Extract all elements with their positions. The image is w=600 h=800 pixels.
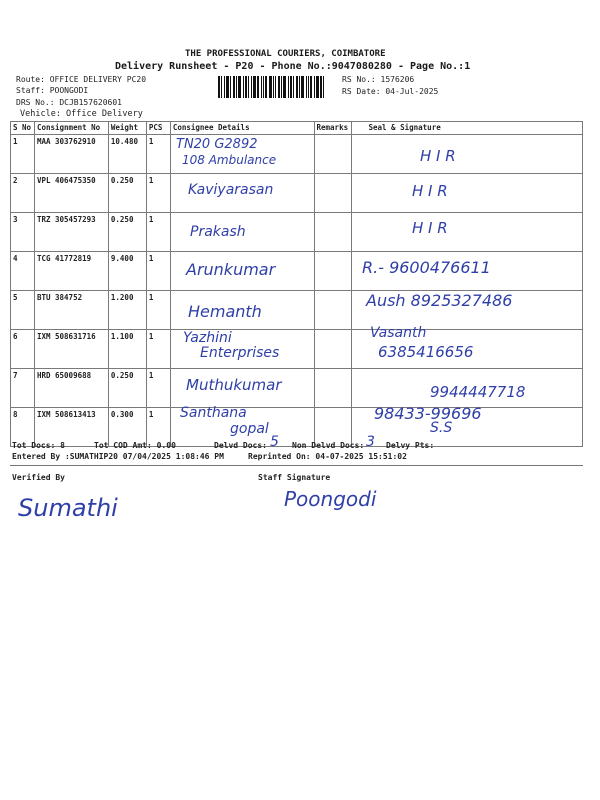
verified-by-label: Verified By (12, 473, 65, 482)
drs-label: DRS No.: DCJB157620601 (16, 98, 122, 107)
hand-consignee-7: Muthukumar (186, 376, 282, 394)
row-weight: 0.300 (108, 408, 146, 447)
col-weight: Weight (108, 122, 146, 135)
col-signature: Seal & Signature (352, 122, 583, 135)
hand-consignee-5: Hemanth (188, 302, 262, 321)
hand-consignee-6a: Yazhini (183, 330, 232, 346)
table-row (11, 252, 583, 291)
table-row (11, 330, 583, 369)
row-remarks (314, 330, 352, 369)
row-pcs: 1 (146, 330, 170, 369)
hand-sign-3: H I R (412, 219, 448, 237)
hand-sign-2: H I R (412, 182, 448, 200)
rs-date: RS Date: 04-Jul-2025 (342, 87, 439, 96)
row-pcs: 1 (146, 408, 170, 447)
row-sno: 3 (11, 213, 35, 252)
delivered-docs-label: Delvd Docs: (214, 441, 267, 450)
row-remarks (314, 369, 352, 408)
row-weight: 9.400 (108, 252, 146, 291)
staff-signature: Poongodi (284, 487, 377, 511)
row-sno: 6 (11, 330, 35, 369)
row-weight: 1.100 (108, 330, 146, 369)
vehicle-label: Vehicle: Office Delivery (20, 109, 143, 119)
hand-sign-7: 9944447718 (430, 383, 526, 401)
row-weight: 0.250 (108, 213, 146, 252)
row-consignment: VPL 406475350 (34, 174, 108, 213)
row-sno: 1 (11, 135, 35, 174)
row-weight: 1.200 (108, 291, 146, 330)
row-consignment: IXM 508613413 (34, 408, 108, 447)
non-delivered-docs-hand: 3 (366, 434, 375, 450)
row-pcs: 1 (146, 135, 170, 174)
row-sno: 8 (11, 408, 35, 447)
rs-number: RS No.: 1576206 (342, 75, 415, 84)
table-row (11, 135, 583, 174)
verified-signature: Sumathi (18, 494, 118, 522)
row-weight: 0.250 (108, 174, 146, 213)
row-consignment: MAA 303762910 (34, 135, 108, 174)
hand-sign-6a: Vasanth (370, 325, 427, 341)
hand-consignee-8b: gopal (230, 421, 269, 437)
non-delivered-docs-label: Non Delvd Docs: (292, 441, 365, 450)
row-consignment: BTU 384752 (34, 291, 108, 330)
footer-divider (10, 465, 583, 466)
route-label: Route: OFFICE DELIVERY PC20 (16, 75, 147, 84)
row-remarks (314, 213, 352, 252)
row-sno: 7 (11, 369, 35, 408)
col-pcs: PCS (146, 122, 170, 135)
staff-signature-label: Staff Signature (258, 473, 331, 482)
col-consignment: Consignment No (34, 122, 108, 135)
hand-consignee-6b: Enterprises (200, 345, 280, 361)
row-consignment: IXM 508631716 (34, 330, 108, 369)
staff-label: Staff: POONGODI (16, 86, 89, 95)
row-sno: 5 (11, 291, 35, 330)
hand-sign-1: H I R (420, 147, 456, 165)
row-pcs: 1 (146, 213, 170, 252)
barcode-image (218, 76, 336, 98)
hand-sign-5: Aush 8925327486 (366, 291, 513, 310)
row-sno: 4 (11, 252, 35, 291)
row-signature (352, 135, 583, 174)
company-title: THE PROFESSIONAL COURIERS, COIMBATORE (185, 49, 386, 59)
row-remarks (314, 291, 352, 330)
row-remarks (314, 135, 352, 174)
row-consignment: TRZ 305457293 (34, 213, 108, 252)
total-docs: Tot Docs: 8 (12, 441, 65, 450)
entered-by: Entered By :SUMATHIP20 07/04/2025 1:08:46 PM (12, 452, 224, 461)
hand-consignee-2: Kaviyarasan (188, 182, 274, 198)
row-remarks (314, 174, 352, 213)
table-row (11, 174, 583, 213)
hand-sign-8a: 98433-99696 (374, 404, 482, 423)
delivery-points-label: Delvy Pts: (386, 441, 435, 450)
total-cod-amount: Tot COD Amt: 0.00 (94, 441, 176, 450)
row-signature (352, 174, 583, 213)
hand-consignee-1b: 108 Ambulance (182, 153, 277, 167)
reprinted-on: Reprinted On: 04-07-2025 15:51:02 (248, 452, 407, 461)
hand-sign-8b: S.S (430, 420, 453, 436)
row-pcs: 1 (146, 174, 170, 213)
row-sno: 2 (11, 174, 35, 213)
col-consignee: Consignee Details (170, 122, 314, 135)
hand-sign-6b: 6385416656 (378, 343, 474, 361)
row-signature (352, 213, 583, 252)
row-consignment: TCG 41772819 (34, 252, 108, 291)
delivered-docs-hand: 5 (270, 434, 279, 450)
hand-consignee-4: Arunkumar (186, 260, 276, 279)
col-remarks: Remarks (314, 122, 352, 135)
hand-consignee-8a: Santhana (180, 405, 247, 421)
hand-consignee-3: Prakash (190, 224, 246, 240)
row-pcs: 1 (146, 369, 170, 408)
hand-consignee-1a: TN20 G2892 (176, 137, 258, 152)
row-consignment: HRD 65009688 (34, 369, 108, 408)
col-sno: S No (11, 122, 35, 135)
row-pcs: 1 (146, 252, 170, 291)
hand-sign-4: R.- 9600476611 (362, 258, 491, 277)
row-pcs: 1 (146, 291, 170, 330)
row-weight: 0.250 (108, 369, 146, 408)
row-remarks (314, 252, 352, 291)
table-row (11, 213, 583, 252)
runsheet-subtitle: Delivery Runsheet - P20 - Phone No.:9047080280 - Page No.:1 (115, 61, 471, 72)
row-weight: 10.480 (108, 135, 146, 174)
